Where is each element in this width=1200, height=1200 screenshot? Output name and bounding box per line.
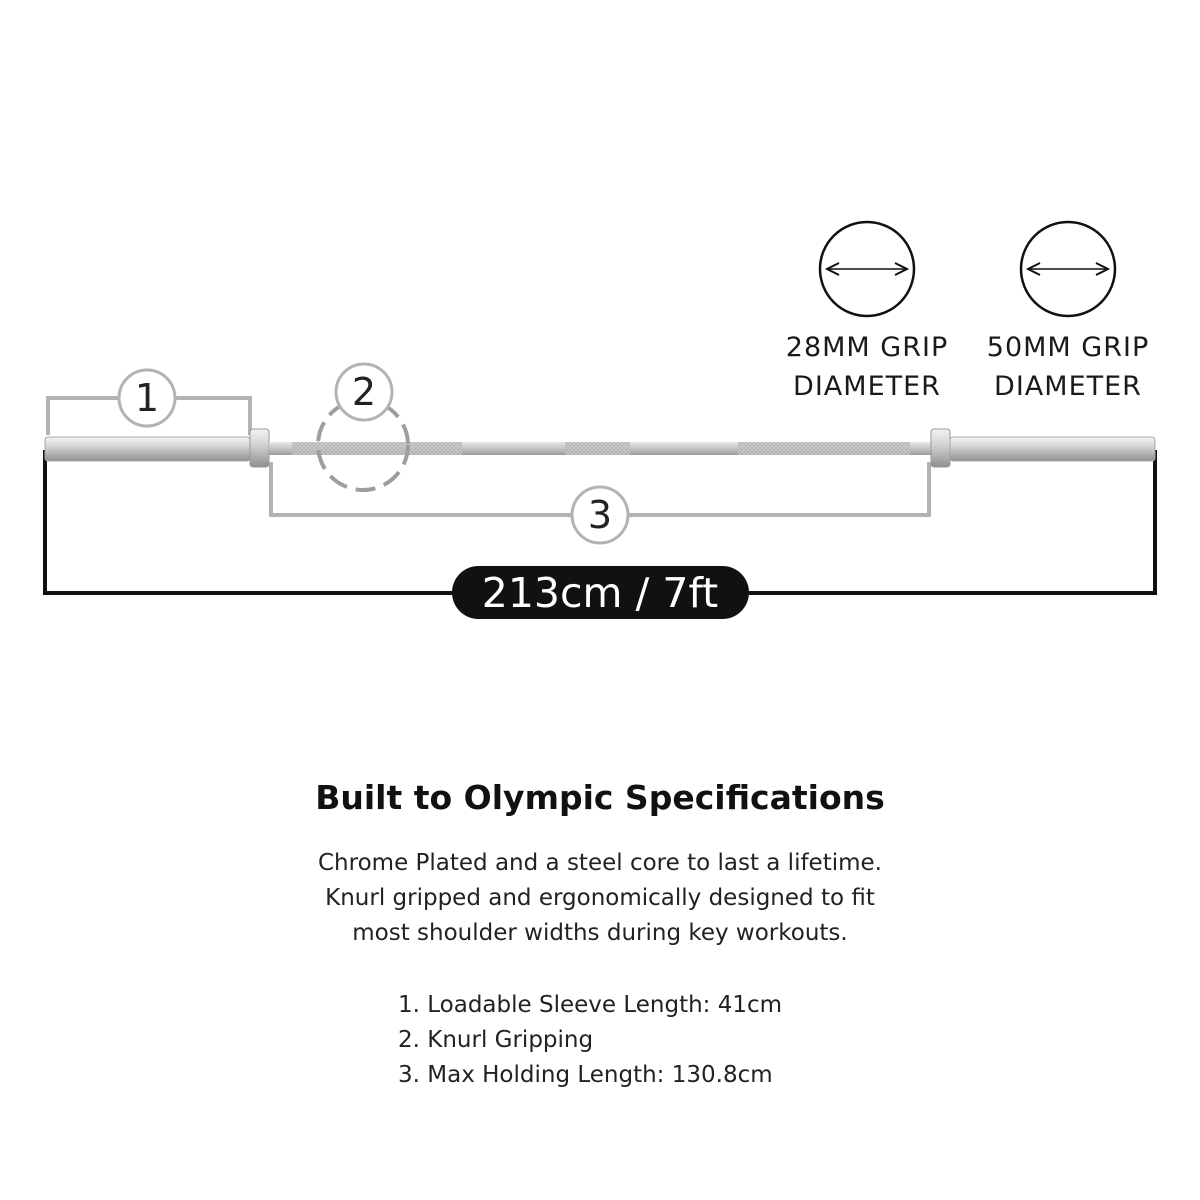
barbell <box>45 429 1155 467</box>
grip-28-line2: DIAMETER <box>793 371 941 402</box>
right-sleeve <box>950 437 1155 461</box>
callout-1-number: 1 <box>134 376 160 420</box>
knurl-center <box>565 442 630 455</box>
grip-50-line2: DIAMETER <box>994 371 1142 402</box>
spec-title: Built to Olympic Specifications <box>315 778 885 817</box>
callout-2-number: 2 <box>351 370 377 414</box>
spec-description-line: Chrome Plated and a steel core to last a lifetime. <box>318 850 882 876</box>
total-length-label: 213cm / 7ft <box>481 569 719 617</box>
spec-list-item: 1. Loadable Sleeve Length: 41cm <box>398 992 783 1018</box>
spec-list <box>398 988 782 1093</box>
spec-description <box>0 846 1200 951</box>
grip-diameter-50mm <box>987 222 1149 402</box>
callout-2 <box>336 364 392 420</box>
left-sleeve <box>45 437 250 461</box>
spec-description-line: most shoulder widths during key workouts. <box>352 920 848 946</box>
spec-list-item: 3. Max Holding Length: 130.8cm <box>398 1062 773 1088</box>
left-collar <box>250 429 269 467</box>
knurl-right <box>738 442 910 455</box>
grip-50-line1: 50MM GRIP <box>986 332 1150 363</box>
callout-1 <box>119 370 175 426</box>
right-collar <box>931 429 950 467</box>
grip-diameter-28mm <box>786 222 948 402</box>
grip-28-line1: 28MM GRIP <box>785 332 949 363</box>
callout-3-number: 3 <box>587 493 613 537</box>
spec-description-line: Knurl gripped and ergonomically designed to fit <box>325 885 875 911</box>
total-length-badge <box>452 566 749 619</box>
spec-list-item: 2. Knurl Gripping <box>398 1027 594 1053</box>
callout-3 <box>572 487 628 543</box>
